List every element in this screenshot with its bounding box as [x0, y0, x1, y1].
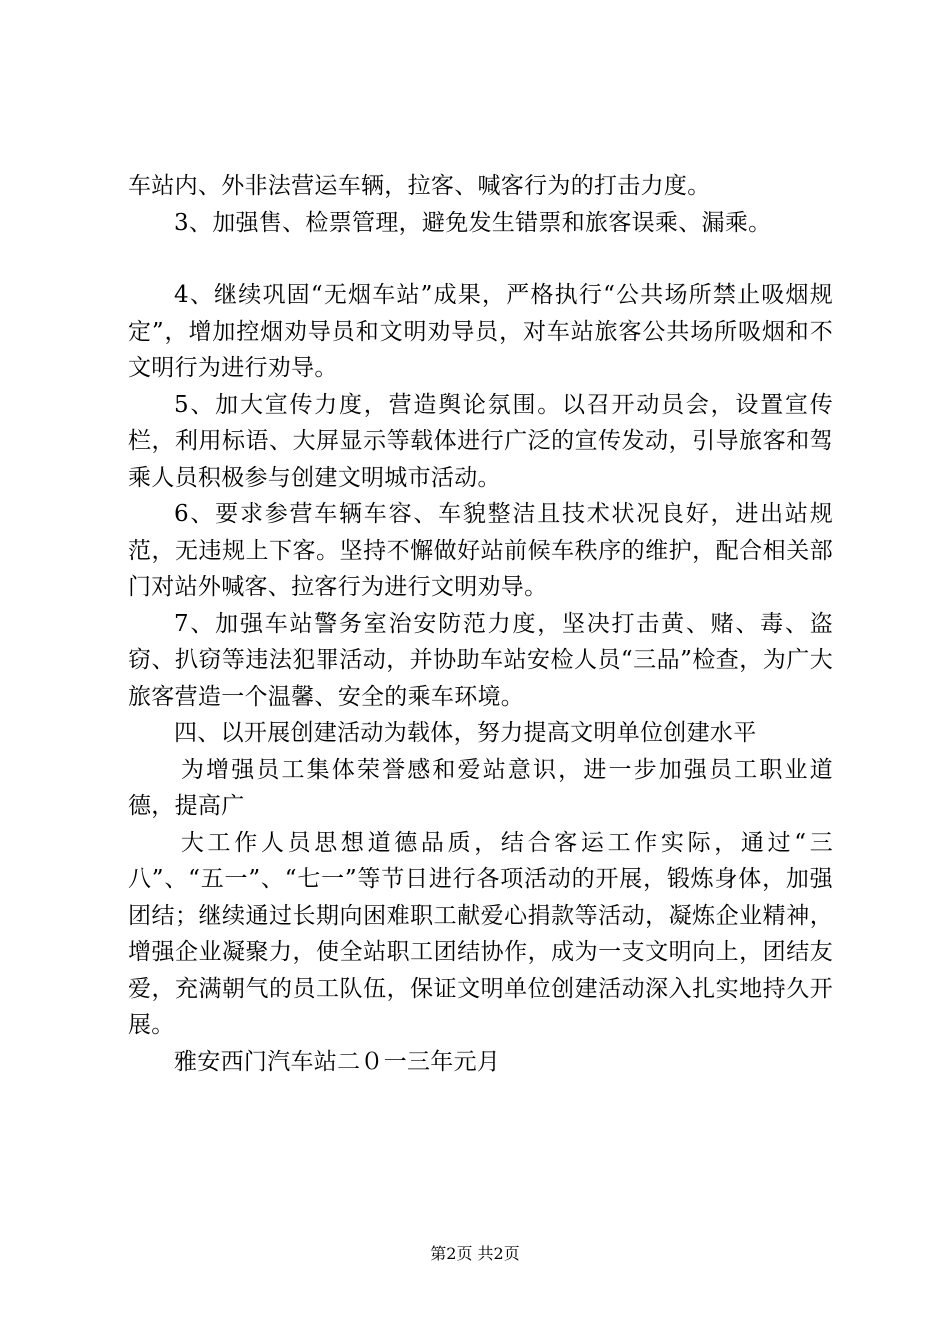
signature-line: 雅安西门汽车站二０一三年元月	[174, 1048, 501, 1075]
paragraph: 为增强员工集体荣誉感和爱站意识，进一步加强员工职业道德，提高广	[128, 756, 833, 819]
paragraph: 5、加大宣传力度，营造舆论氛围。以召开动员会，设置宣传栏，利用标语、大屏显示等载体进行广泛的宣传发动，引导旅客和驾乘人员积极参与创建文明城市活动。	[128, 391, 833, 491]
page-number: 第2页 共2页	[430, 1244, 520, 1263]
document-body	[128, 168, 833, 1080]
paragraph: 4、继续巩固“无烟车站”成果，严格执行“公共场所禁止吸烟规定”，增加控烟劝导员和文明劝导员，对车站旅客公共场所吸烟和不文明行为进行劝导。	[128, 282, 833, 381]
paragraph: 3、加强售、检票管理，避免发生错票和旅客误乘、漏乘。	[174, 209, 772, 236]
paragraph: 车站内、外非法营运车辆，拉客、喊客行为的打击力度。	[128, 173, 711, 199]
paragraph: 6、要求参营车辆车容、车貌整洁且技术状况良好，进出站规范，无违规上下客。坚持不懈做好站前候车秩序的维护，配合相关部门对站外喊客、拉客行为进行文明劝导。	[128, 501, 833, 600]
section-heading: 四、以开展创建活动为载体，努力提高文明单位创建水平	[174, 720, 757, 746]
paragraph: 7、加强车站警务室治安防范力度，坚决打击黄、赌、毒、盗窃、扒窃等违法犯罪活动，并协助车站安检人员“三品”检查，为广大旅客营造一个温馨、安全的乘车环境。	[128, 610, 833, 710]
paragraph: 大工作人员思想道德品质，结合客运工作实际，通过“三八”、“五一”、“七一”等节日进行各项活动的开展，锻炼身体，加强团结；继续通过长期向困难职工献爱心捐款等活动，凝炼企业精神，增强企业凝聚力，使全站职工团结协作，成为一支文明向上，团结友爱，充满朝气的员工队伍，保证文明单位创建活动深入扎实地持久开展。	[128, 829, 833, 1038]
